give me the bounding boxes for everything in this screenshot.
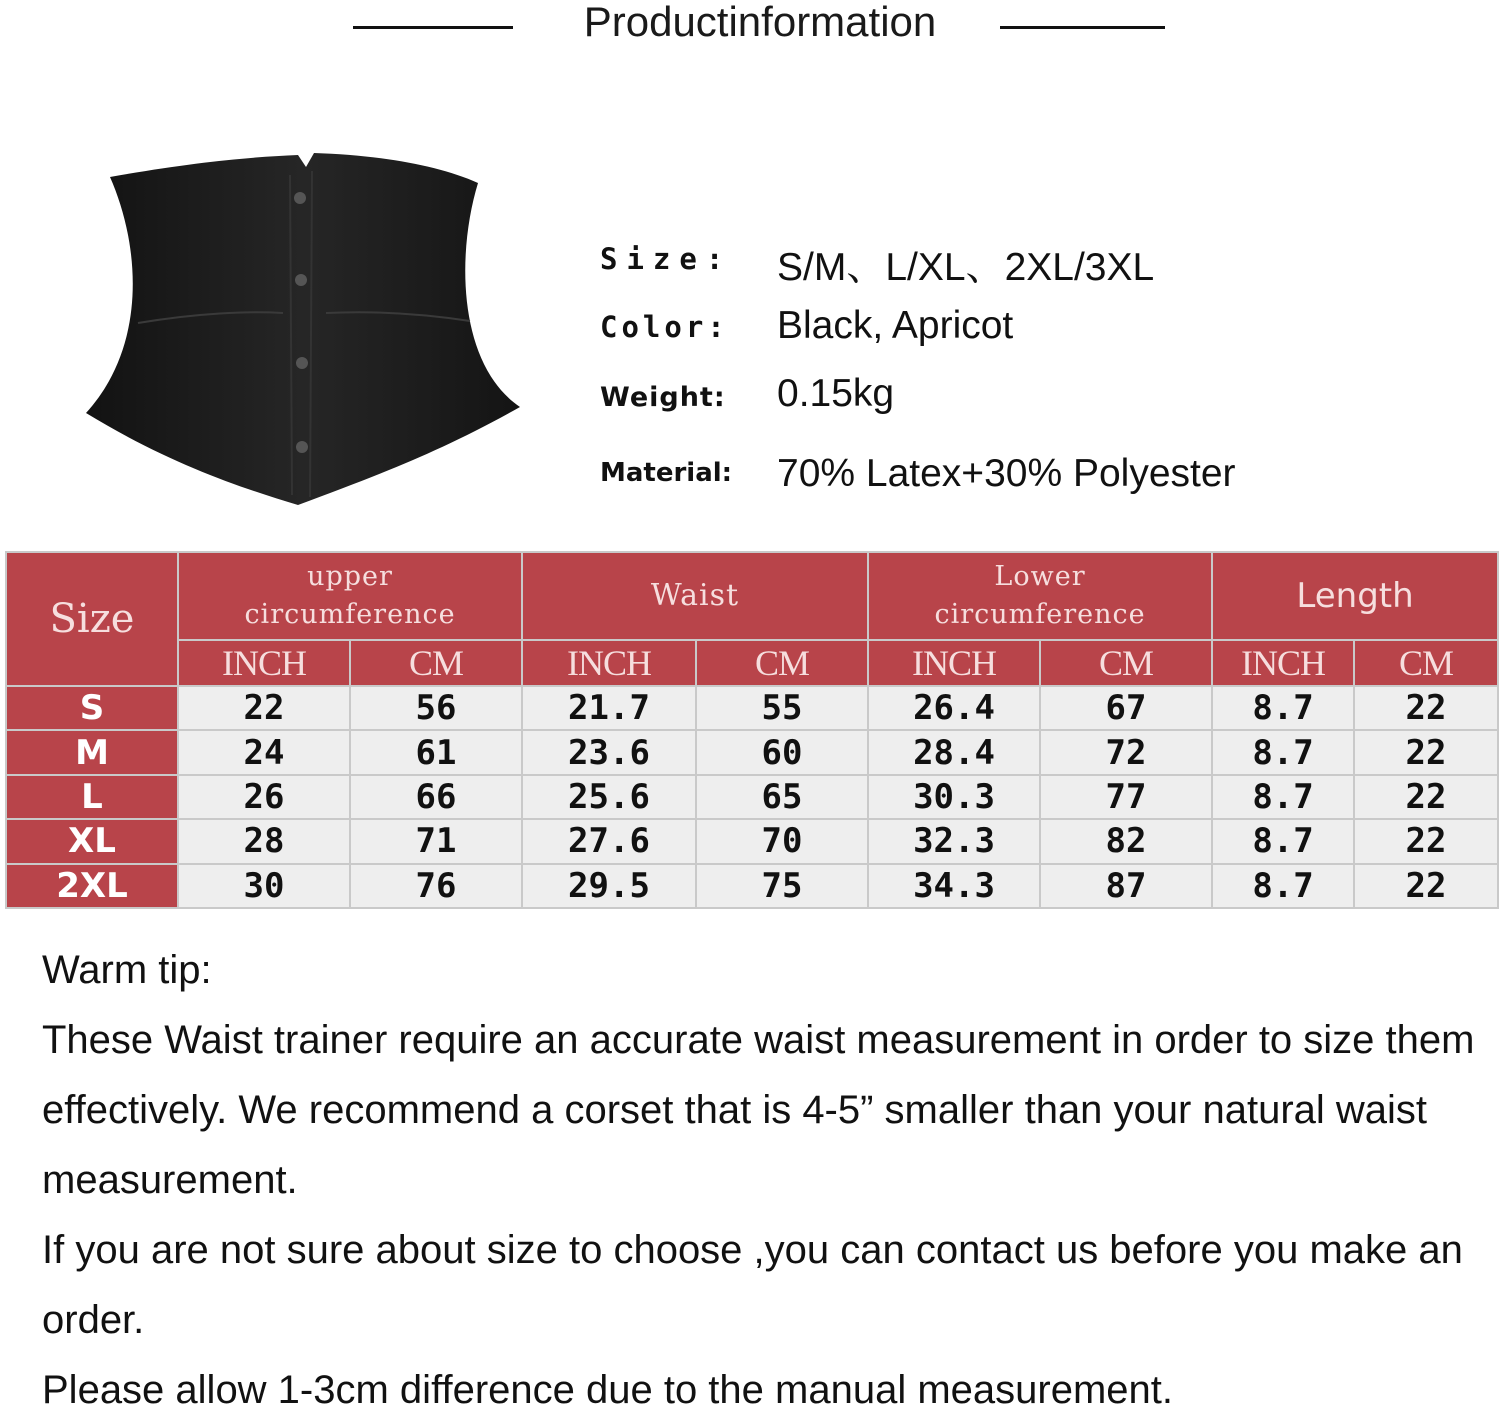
spec-label: Size: xyxy=(600,242,733,276)
title-row xyxy=(0,0,1500,48)
title-divider-right xyxy=(1000,26,1165,29)
spec-value: S/M、L/XL、2XL/3XL xyxy=(777,246,1155,289)
table-cell: 72 xyxy=(1040,730,1212,774)
page-title: Productinformation xyxy=(583,0,937,45)
spec-row-weight xyxy=(600,368,1480,448)
upper-circumference-header: upper circumference xyxy=(178,552,522,640)
unit-header-cm: CM xyxy=(1040,640,1212,686)
title-divider-left xyxy=(353,26,513,29)
table-cell: 34.3 xyxy=(868,864,1040,908)
table-row xyxy=(6,686,1498,730)
table-cell: 24 xyxy=(178,730,350,774)
table-cell: 8.7 xyxy=(1212,775,1354,819)
spec-value: Black, Apricot xyxy=(777,304,1014,347)
unit-header-cm: CM xyxy=(696,640,868,686)
table-cell: 22 xyxy=(1354,686,1498,730)
table-cell: 87 xyxy=(1040,864,1212,908)
table-cell: 27.6 xyxy=(522,819,696,863)
warm-tip-line: These Waist trainer require an accurate waist measurement in order to size them effectively. We recommend a corset that is 4-5” smaller than your natural waist measurement. xyxy=(42,1018,1475,1202)
table-row xyxy=(6,819,1498,863)
table-cell: 32.3 xyxy=(868,819,1040,863)
warm-tip-line: If you are not sure about size to choose ,you can contact us before you make an order. xyxy=(42,1228,1463,1342)
table-cell: 8.7 xyxy=(1212,686,1354,730)
table-cell: 25.6 xyxy=(522,775,696,819)
lower-circumference-header: Lower circumference xyxy=(868,552,1212,640)
table-cell: 65 xyxy=(696,775,868,819)
spec-label: Color: xyxy=(600,310,729,344)
table-cell: 26 xyxy=(178,775,350,819)
table-row xyxy=(6,730,1498,774)
table-cell: 75 xyxy=(696,864,868,908)
table-cell: 28.4 xyxy=(868,730,1040,774)
spec-label: Material: xyxy=(600,458,733,488)
table-cell: 22 xyxy=(1354,775,1498,819)
table-cell: 71 xyxy=(350,819,522,863)
size-column-header: Size xyxy=(6,552,178,686)
unit-header-inch: INCH xyxy=(1212,640,1354,686)
warm-tip-line: Please allow 1-3cm difference due to the manual measurement. xyxy=(42,1368,1173,1412)
spec-label: Weight: xyxy=(600,382,726,413)
size-label: 2XL xyxy=(6,864,178,908)
size-chart-table xyxy=(5,551,1499,909)
unit-header-inch: INCH xyxy=(522,640,696,686)
table-cell: 56 xyxy=(350,686,522,730)
table-cell: 22 xyxy=(1354,864,1498,908)
unit-header-cm: CM xyxy=(1354,640,1498,686)
table-cell: 22 xyxy=(1354,730,1498,774)
unit-header-inch: INCH xyxy=(868,640,1040,686)
table-cell: 82 xyxy=(1040,819,1212,863)
table-cell: 26.4 xyxy=(868,686,1040,730)
table-cell: 30.3 xyxy=(868,775,1040,819)
table-cell: 21.7 xyxy=(522,686,696,730)
size-label: L xyxy=(6,775,178,819)
spec-row-material xyxy=(600,448,1480,516)
table-cell: 61 xyxy=(350,730,522,774)
warm-tip-section xyxy=(42,935,1482,1425)
table-row xyxy=(6,864,1498,908)
table-cell: 77 xyxy=(1040,775,1212,819)
waist-trainer-image xyxy=(78,135,558,525)
table-cell: 66 xyxy=(350,775,522,819)
table-cell: 67 xyxy=(1040,686,1212,730)
table-cell: 60 xyxy=(696,730,868,774)
table-cell: 8.7 xyxy=(1212,730,1354,774)
length-header: Length xyxy=(1212,552,1498,640)
table-cell: 8.7 xyxy=(1212,819,1354,863)
table-row xyxy=(6,775,1498,819)
size-label: S xyxy=(6,686,178,730)
table-cell: 22 xyxy=(1354,819,1498,863)
table-cell: 23.6 xyxy=(522,730,696,774)
spec-row-size xyxy=(600,232,1480,300)
table-cell: 76 xyxy=(350,864,522,908)
spec-row-color xyxy=(600,300,1480,368)
table-cell: 29.5 xyxy=(522,864,696,908)
waist-header: Waist xyxy=(522,552,868,640)
size-label: XL xyxy=(6,819,178,863)
unit-header-inch: INCH xyxy=(178,640,350,686)
table-cell: 8.7 xyxy=(1212,864,1354,908)
table-cell: 55 xyxy=(696,686,868,730)
unit-header-cm: CM xyxy=(350,640,522,686)
spec-list xyxy=(600,232,1480,516)
table-cell: 70 xyxy=(696,819,868,863)
table-cell: 30 xyxy=(178,864,350,908)
warm-tip-heading: Warm tip: xyxy=(42,948,212,992)
size-label: M xyxy=(6,730,178,774)
spec-value: 0.15kg xyxy=(777,372,895,415)
spec-value: 70% Latex+30% Polyester xyxy=(777,452,1236,495)
table-cell: 28 xyxy=(178,819,350,863)
table-cell: 22 xyxy=(178,686,350,730)
